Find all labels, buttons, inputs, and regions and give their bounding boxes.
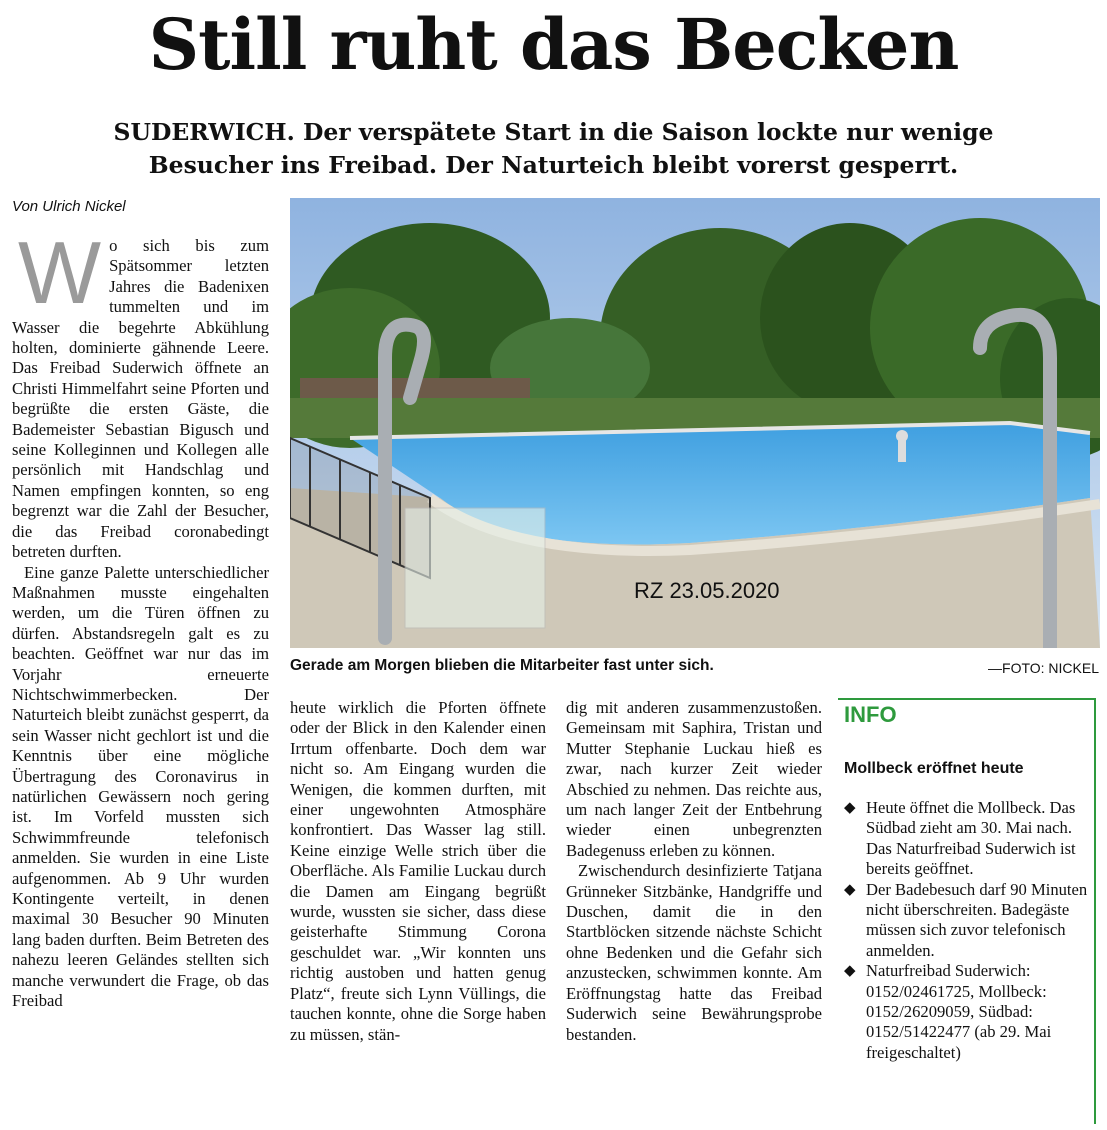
article-paragraph xyxy=(12,223,269,563)
diamond-bullet-icon: ◆ xyxy=(844,800,856,816)
photo-credit: —FOTO: NICKEL xyxy=(988,660,1099,676)
subheadline xyxy=(40,116,1067,182)
article-column-3 xyxy=(566,698,822,1045)
article-paragraph: Eine ganze Palette unterschiedlicher Maßnahmen musste eingehalten werden, um die Türen öffnen zu dürfen. Abstandsregeln galt es zu beachten. Geöffnet war nur das im Vorjahr erneuerte Nichtschwimmerbecken. Der Naturteich bleibt zunächst gesperrt, da sein Wasser nicht gechlort ist und die Kenntnis über eine mögliche Übertragung des Coronavirus in natürlichen Gewässern noch gering ist. Im Vorfeld mussten sich Schwimmfreunde telefonisch anmelden. Sie wurden in eine Liste aufgenommen. Ab 9 Uhr wurden Kontingente verteilt, in denen maximal 30 Besucher 90 Minuten lang baden durften. Beim Betreten des nahezu leeren Geländes stellten sich manche verwundert die Frage, ob das Freibad xyxy=(12,562,269,1011)
info-item-text: Naturfreibad Suderwich: 0152/02461725, Mollbeck: 0152/26209059, Südbad: 0152/51422477 (ab 29. Mai freigeschaltet) xyxy=(866,961,1052,1062)
info-list-item xyxy=(844,798,1094,880)
diamond-bullet-icon: ◆ xyxy=(844,881,856,898)
article-column-1 xyxy=(12,223,269,1011)
article-paragraph: dig mit anderen zusammenzustoßen. Gemeinsam mit Saphira, Tristan und Mutter Stephanie Luckau hieß es zwar, nach kurzer Zeit wieder Abschied zu nehmen. Das reichte aus, um nach langer Zeit der Entbehrung wieder einen unbegrenzten Badegenuss erleben zu können. xyxy=(566,698,822,860)
info-item-text: Der Badebesuch darf 90 Minuten nicht überschreiten. Badegäste müssen sich zuvor telefonisch anmelden. xyxy=(866,879,1088,960)
info-subtitle: Mollbeck eröffnet heute xyxy=(844,760,1024,777)
info-list-item xyxy=(844,961,1094,1063)
byline: Von Ulrich Nickel xyxy=(12,198,126,215)
info-list xyxy=(844,798,1094,1063)
date-stamp: RZ 23.05.2020 xyxy=(634,578,780,603)
article-column-2 xyxy=(290,698,546,1045)
article-paragraph: Zwischendurch desinfizierte Tatjana Grünneker Sitzbänke, Handgriffe und Duschen, damit die in den Startblöcken sitzende nächste Schicht ohne Bedenken und die Gefahr sich anzustecken, schwimmen konnte. Am Eröffnungstag hatte das Freibad Suderwich seine Bewährungsprobe bestanden. xyxy=(566,861,822,1044)
article-text: o sich bis zum Spätsommer letzten Jahres die Badenixen tummelten und im Wasser die begehrte Abkühlung holten, dominierte gähnende Leere. Das Freibad Suderwich öffnete an Christi Himmelfahrt seine Pforten und begrüßte die ersten Gäste, die Bademeister Sebastian Bigusch und seine Kolleginnen und Kollegen alle persönlich mit Handschlag und Namen empfingen konnten, so eng begrenzt war die Zahl der Besucher, die das Freibad coronabedingt betreten durften. xyxy=(12,236,269,562)
dropcap-letter: W xyxy=(18,223,102,322)
article-paragraph: heute wirklich die Pforten öffnete oder der Blick in den Kalender einen Irrtum offenbarte. Doch dem war nicht so. Am Eingang wurden die Wenigen, die kommen durften, mit einer ungewohnten Atmosphäre konfrontiert. Das Wasser lag still. Keine einzige Welle strich über die Oberfläche. Als Familie Luckau durch die Damen am Eingang begrüßt wurde, wussten sie sicher, dass diese geisterhafte Stimmung Corona geschuldet war. „Wir konnten uns richtig austoben und hatten genug Platz“, freute sich Lynn Vüllings, die tauchen konnte, ohne die Sorge haben zu müssen, stän- xyxy=(290,698,546,1044)
photo-caption: Gerade am Morgen blieben die Mitarbeiter fast unter sich. xyxy=(290,657,714,674)
info-box xyxy=(838,698,1096,1124)
info-item-text: Heute öffnet die Mollbeck. Das Südbad zieht am 30. Mai nach. Das Naturfreibad Suderwich ist bereits geöffnet. xyxy=(866,798,1076,879)
subheadline-line-2: Besucher ins Freibad. Der Naturteich bleibt vorerst gesperrt. xyxy=(148,151,959,179)
info-list-item xyxy=(844,880,1094,962)
subheadline-line-1: SUDERWICH. Der verspätete Start in die Saison lockte nur wenige xyxy=(113,118,994,146)
headline: Still ruht das Becken xyxy=(148,3,959,86)
info-title: INFO xyxy=(844,702,903,728)
diamond-bullet-icon: ◆ xyxy=(844,963,856,980)
